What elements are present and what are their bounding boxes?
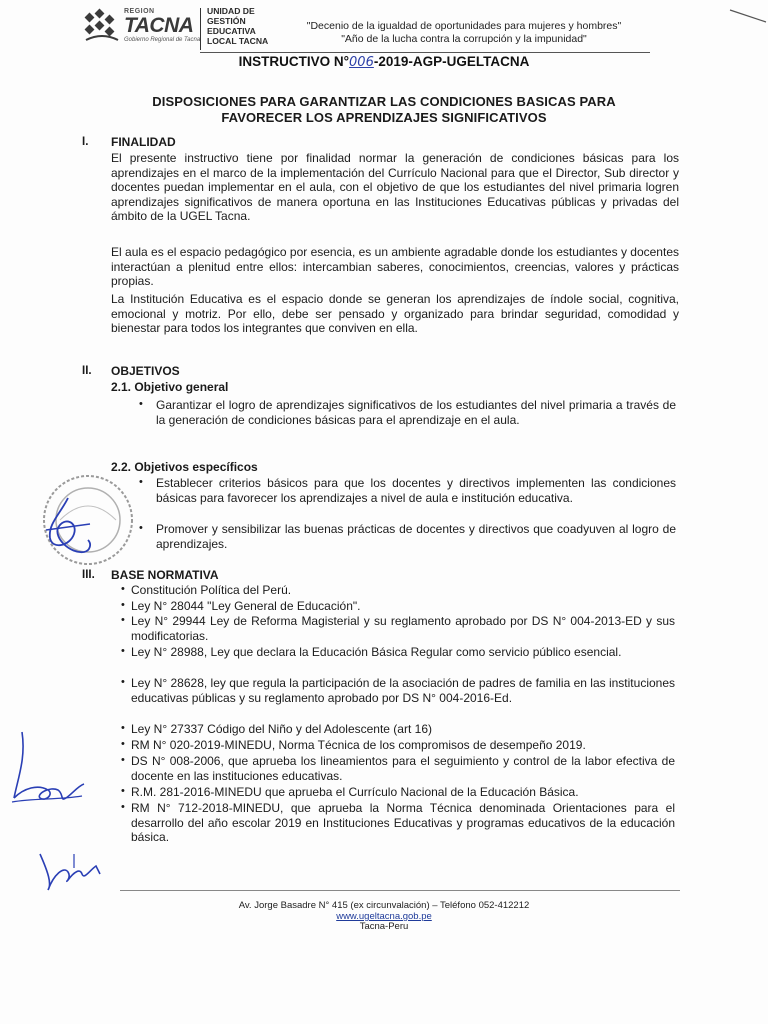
- norm-list-item: R.M. 281-2016-MINEDU que aprueba el Currículo Nacional de la Educación Básica.: [131, 785, 579, 799]
- logo-region-text: REGION: [124, 8, 155, 15]
- finalidad-paragraph-2: El aula es el espacio pedagógico por esencia, es un ambiente agradable donde los estudiantes y docentes interactúan a plenitud entre ellos: intercambian saberes, conocimientos, creencias, valores y prácticas propias.: [111, 245, 679, 289]
- footer-website-link[interactable]: www.ugeltacna.gob.pe: [336, 911, 432, 922]
- logo-subtitle-text: Gobierno Regional de Tacna: [124, 37, 201, 43]
- norm-list-item: Ley N° 27337 Código del Niño y del Adolescente (art 16): [131, 722, 432, 736]
- bullet-icon: •: [139, 476, 143, 488]
- norm-list-item: RM N° 020-2019-MINEDU, Norma Técnica de los compromisos de desempeño 2019.: [131, 738, 586, 752]
- subsection-heading-general: 2.1. Objetivo general: [111, 380, 229, 394]
- objective-specific-item: Promover y sensibilizar las buenas prácticas de docentes y directivos que coadyuven al logro de aprendizajes.: [156, 522, 676, 551]
- unit-line: GESTIÓN: [207, 16, 246, 26]
- subsection-heading-especificos: 2.2. Objetivos específicos: [111, 460, 258, 474]
- norm-list-item: Constitución Política del Perú.: [131, 583, 292, 597]
- bullet-icon: •: [121, 801, 125, 813]
- header-divider: [200, 8, 201, 50]
- logo-name-text: TACNA: [124, 14, 194, 37]
- norm-list-item: Ley N° 28628, ley que regula la participación de la asociación de padres de familia en las instituciones educativas públicas y su reglamento aprobado por DS N° 004-2016-Ed.: [131, 676, 675, 705]
- footer-rule: [120, 890, 680, 891]
- section-heading-objetivos: OBJETIVOS: [111, 364, 180, 378]
- bullet-icon: •: [139, 522, 143, 534]
- norm-list-item: Ley N° 29944 Ley de Reforma Magisterial y su reglamento aprobado por DS N° 004-2013-ED y sus modificatorias.: [131, 614, 675, 643]
- norm-list-item: DS N° 008-2006, que aprueba los lineamientos para el seguimiento y control de la labor efectiva de docente en las instituciones educativas.: [131, 754, 675, 783]
- unit-name-block: [207, 6, 268, 46]
- bullet-icon: •: [121, 599, 125, 611]
- footer-city: Tacna-Peru: [359, 921, 409, 932]
- norm-list-item: Ley N° 28988, Ley que declara la Educación Básica Regular como servicio público esencial.: [131, 645, 622, 659]
- unit-line: UNIDAD DE: [207, 6, 255, 16]
- footer-address: Av. Jorge Basadre N° 415 (ex circunvalación) – Teléfono 052-412212: [238, 900, 530, 911]
- finalidad-paragraph-1: El presente instructivo tiene por finalidad normar la generación de condiciones básicas para los aprendizajes en el marco de la implementación del Currículo Nacional para que el Director, Sub director y docentes puedan implementar en el aula, con el objetivo de que los estudiantes del nivel primaria logren aprendizajes significativos de manera oportuna en las Instituciones Educativas públicas y privadas del ámbito de la UGEL Tacna.: [111, 151, 679, 224]
- norm-list-item: Ley N° 28044 "Ley General de Educación".: [131, 599, 361, 613]
- bullet-icon: •: [121, 645, 125, 657]
- bullet-icon: •: [121, 676, 125, 688]
- motto-line-1: "Decenio de la igualdad de oportunidades para mujeres y hombres": [306, 20, 622, 32]
- unit-line: LOCAL TACNA: [207, 36, 269, 46]
- norm-list-item: RM N° 712-2018-MINEDU, que aprueba la Norma Técnica denominada Orientaciones para el desarrollo del año escolar 2019 en Instituciones Educativas y programas educativos de la educación básica.: [131, 801, 675, 845]
- tacna-logo-icon: [82, 6, 122, 46]
- bullet-icon: •: [139, 398, 143, 410]
- signature-mark: [40, 494, 96, 560]
- instructivo-suffix: -2019-AGP-UGELTACNA: [373, 54, 530, 69]
- section-heading-finalidad: FINALIDAD: [111, 135, 176, 149]
- bullet-icon: •: [121, 583, 125, 595]
- main-title-line-2: FAVORECER LOS APRENDIZAJES SIGNIFICATIVOS: [221, 110, 547, 125]
- unit-line: EDUCATIVA: [207, 26, 256, 36]
- signature-mark: [34, 844, 106, 894]
- objective-specific-item: Establecer criterios básicos para que los docentes y directivos implementen las condiciones básicas para favorecer los aprendizajes a nivel de aula e institución educativa.: [156, 476, 676, 505]
- pen-stroke-mark: [728, 6, 768, 26]
- bullet-icon: •: [121, 754, 125, 766]
- instructivo-title: [0, 54, 768, 70]
- instructivo-prefix: INSTRUCTIVO N°: [238, 54, 350, 69]
- objective-general-item: Garantizar el logro de aprendizajes significativos de los estudiantes del nivel primaria a través de la generación de condiciones básicas para el aprendizaje en el aula.: [156, 398, 676, 427]
- section-number: II.: [82, 365, 92, 377]
- bullet-icon: •: [121, 614, 125, 626]
- instructivo-number: 006: [349, 55, 374, 70]
- bullet-icon: •: [121, 785, 125, 797]
- bullet-icon: •: [121, 738, 125, 750]
- header-rule: [200, 52, 650, 53]
- signature-mark: [8, 728, 88, 810]
- main-title-line-1: DISPOSICIONES PARA GARANTIZAR LAS CONDICIONES BASICAS PARA: [152, 94, 616, 109]
- motto-line-2: "Año de la lucha contra la corrupción y la impunidad": [341, 33, 587, 45]
- section-number: III.: [82, 569, 95, 581]
- section-heading-base-normativa: BASE NORMATIVA: [111, 568, 219, 582]
- bullet-icon: •: [121, 722, 125, 734]
- finalidad-paragraph-3: La Institución Educativa es el espacio donde se generan los aprendizajes de índole social, cognitiva, emocional y motriz. Por ello, debe ser pensado y organizado para brindar seguridad, comodidad y bienestar para todos los integrantes que conviven en ella.: [111, 292, 679, 336]
- section-number: I.: [82, 136, 89, 148]
